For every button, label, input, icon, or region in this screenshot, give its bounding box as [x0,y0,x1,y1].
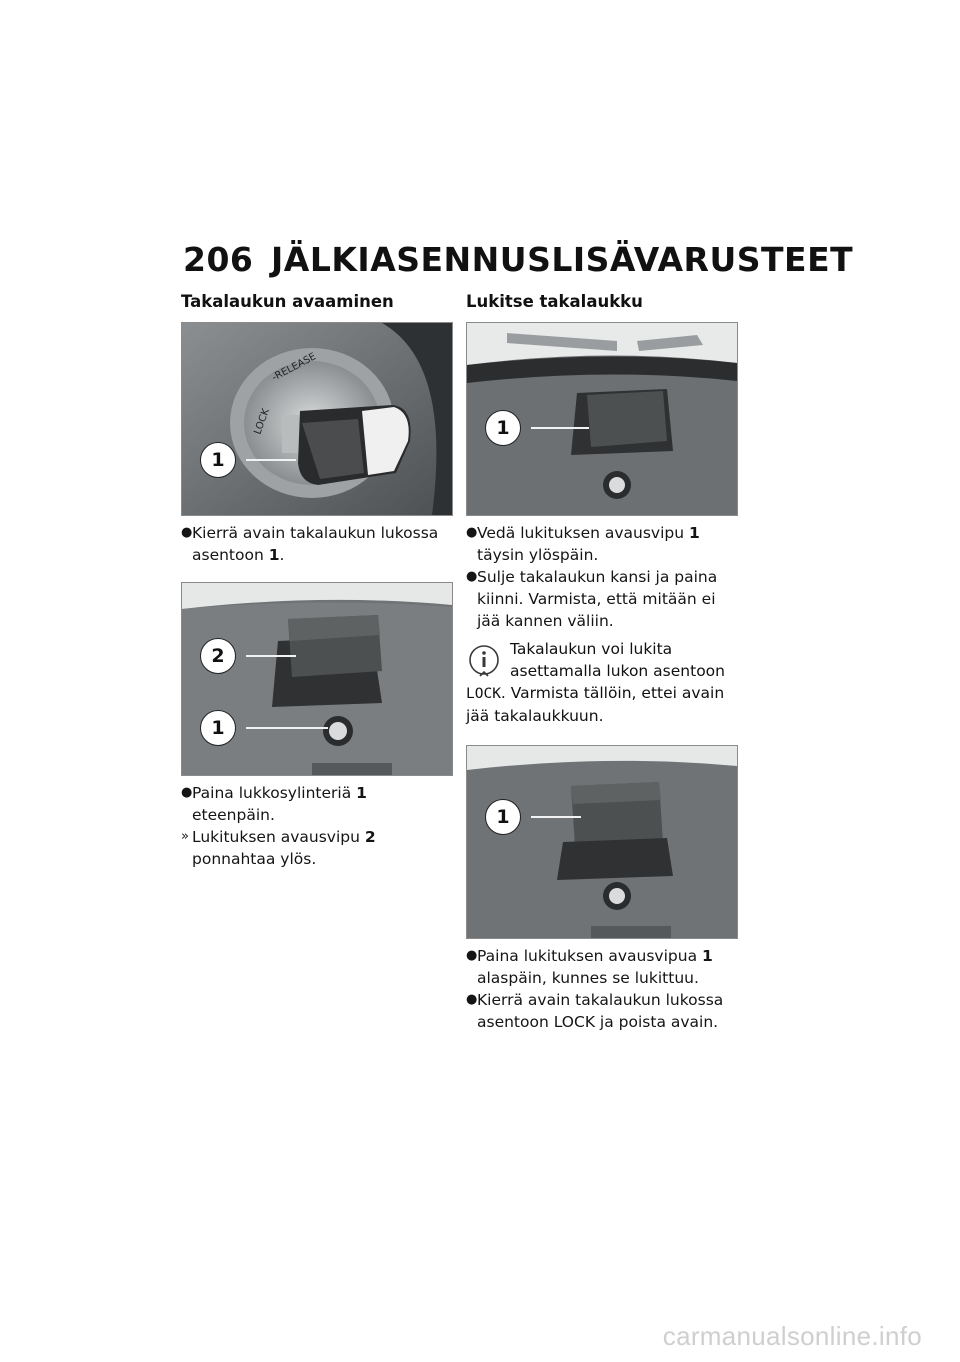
left-column [181,292,453,870]
list-item: » Lukituksen avausvipu 2 ponnahtaa ylös. [181,828,376,868]
figure-closed-lever [466,745,738,939]
callout-1: 1 [200,710,236,746]
closed-lever-illustration [467,746,737,938]
callout-1: 1 [485,410,521,446]
list-item: ● Kierrä avain takalaukun lukossa asentoon 1. [181,524,439,564]
lever-cylinder-illustration [182,583,452,775]
steps-list-1 [181,522,453,566]
svg-text:-RELEASE: -RELEASE [270,351,319,384]
steps-list-2 [181,782,453,870]
callout-line [246,655,296,657]
list-item: ● Paina lukkosylinteriä 1 eteenpäin. [181,784,367,824]
svg-text:LOCK: LOCK [252,407,272,437]
chapter-title: JÄLKIASENNUSLISÄVARUSTEET [271,240,854,279]
note-mono-lock: LOCK [466,686,501,702]
note-text-after: . Varmista tällöin, ettei avain jää takalaukkuun. [466,684,725,725]
list-item: ● Vedä lukituksen avausvipu 1 täysin ylöspäin. [466,524,700,564]
callout-line [531,816,581,818]
list-item: ● Kierrä avain takalaukun lukossa asentoon LOCK ja poista avain. [466,991,724,1031]
callout-line [246,727,328,729]
page-header [183,240,853,279]
callout-line [531,427,589,429]
figure-open-lid [466,322,738,516]
figure-key-lock [181,322,453,516]
steps-list-4 [466,945,740,1033]
callout-1: 1 [200,442,236,478]
steps-list-3 [466,522,740,632]
note-text-before: Takalaukun voi lukita asettamalla lukon asentoon [510,640,725,680]
section-title-lock: Lukitse takalaukku [466,292,643,311]
callout-line [246,459,296,461]
right-column [466,292,740,1033]
list-item: ● Paina lukituksen avausvipua 1 alaspäin, kunnes se lukittuu. [466,947,713,987]
figure-lever-cylinder [181,582,453,776]
watermark: carmanualsonline.info [662,1321,922,1351]
info-note [466,638,740,727]
info-icon [466,642,502,678]
page-number: 206 [183,240,254,279]
callout-2: 2 [200,638,236,674]
section-title-open: Takalaukun avaaminen [181,292,394,311]
key-lock-illustration [182,323,452,515]
callout-1: 1 [485,799,521,835]
list-item: ● Sulje takalaukun kansi ja paina kiinni. Varmista, että mitään ei jää kannen väliin. [466,568,718,630]
